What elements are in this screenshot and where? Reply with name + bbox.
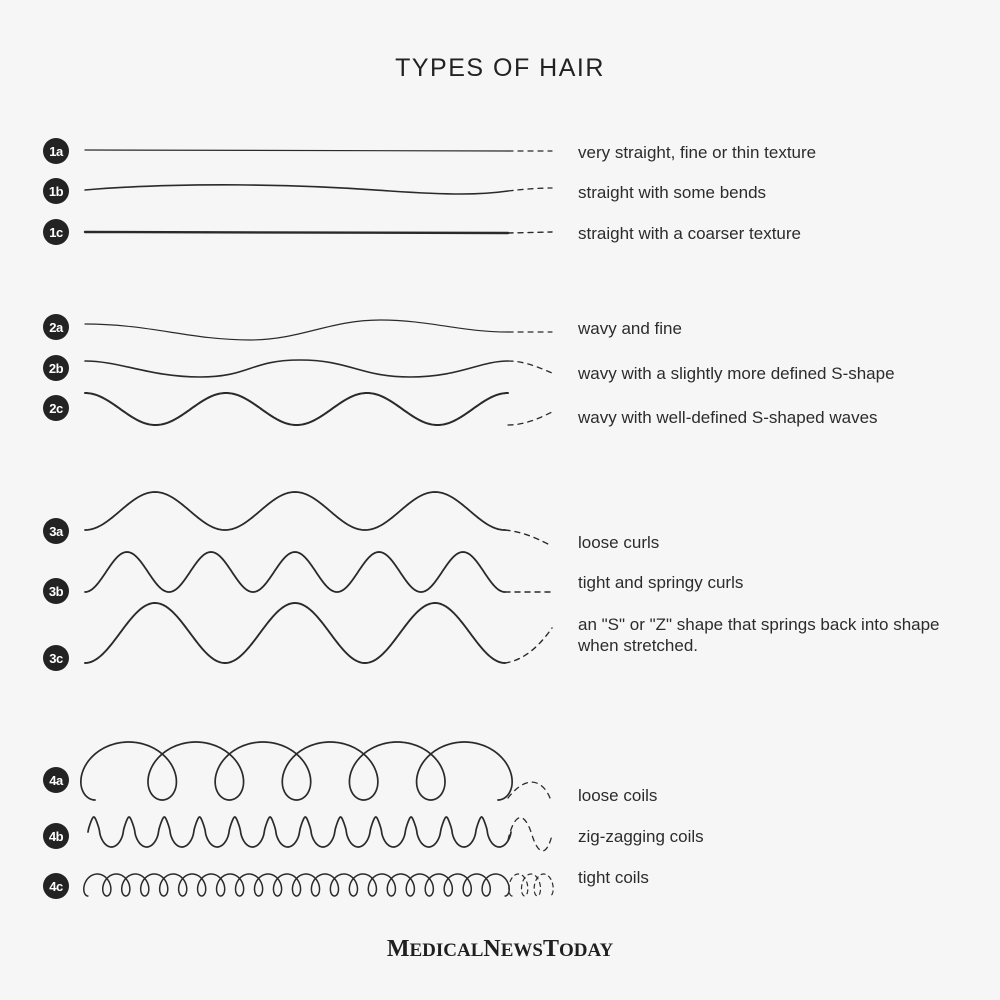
strand-1c-tail [508, 232, 552, 233]
description-1b: straight with some bends [578, 183, 767, 202]
strand-4a [81, 742, 512, 800]
description-4c: tight coils [578, 868, 649, 887]
badge-1a: 1a [43, 138, 69, 164]
description-2b: wavy with a slightly more defined S-shape [578, 364, 895, 383]
description-2a: wavy and fine [578, 319, 682, 338]
strand-3c-tail [505, 628, 552, 663]
description-4a: loose coils [578, 786, 658, 805]
description-2c: wavy with well-defined S-shaped waves [578, 408, 878, 427]
strand-4c-tail [509, 874, 553, 896]
strand-3a-tail [505, 530, 552, 546]
badge-1c: 1c [43, 219, 69, 245]
strand-4b-tail [508, 818, 552, 851]
page-title: TYPES OF HAIR [395, 54, 605, 82]
medical-news-today-logo: MEDICALNEWSTODAY [386, 936, 614, 962]
strand-2c [85, 393, 508, 425]
strand-3a [85, 492, 505, 530]
strand-1b [85, 185, 508, 194]
description-3b: tight and springy curls [578, 573, 744, 592]
strand-2b [85, 360, 508, 377]
badge-2b: 2b [43, 355, 69, 381]
strand-2c-tail [508, 412, 552, 425]
badge-4c: 4c [43, 873, 69, 899]
description-4b: zig-zagging coils [578, 827, 704, 846]
strand-4b [88, 817, 511, 847]
description-3c: an "S" or "Z" shape that springs back into shape when stretched. [578, 615, 940, 655]
badge-3b: 3b [43, 578, 69, 604]
badge-2c: 2c [43, 395, 69, 421]
description-1c: straight with a coarser texture [578, 224, 801, 243]
strand-2b-tail [508, 361, 552, 373]
strand-2a [85, 320, 508, 340]
badge-3a: 3a [43, 518, 69, 544]
strand-3c [85, 603, 505, 663]
badge-3c: 3c [43, 645, 69, 671]
badge-1b: 1b [43, 178, 69, 204]
badge-4b: 4b [43, 823, 69, 849]
badge-2a: 2a [43, 314, 69, 340]
strand-1a [85, 150, 508, 151]
badge-4a: 4a [43, 767, 69, 793]
strand-3b [85, 552, 505, 592]
description-3a: loose curls [578, 533, 660, 552]
strand-1c [85, 232, 508, 233]
strand-4a-tail [508, 782, 550, 798]
description-1a: very straight, fine or thin texture [578, 143, 817, 162]
strand-4c [84, 874, 509, 896]
strand-1b-tail [508, 188, 552, 191]
